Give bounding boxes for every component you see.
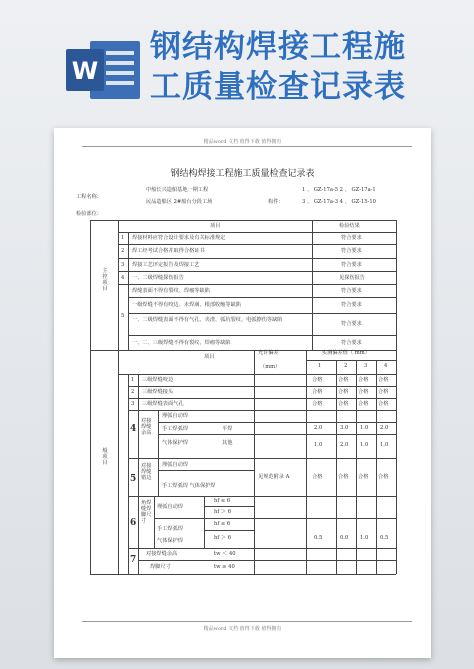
cell: 合格: [358, 401, 369, 407]
main-row-text: 焊工经考试合格并取得合格证书: [132, 248, 205, 254]
tolerance-divider: [254, 350, 255, 574]
row6-c2: hf ＞ 6: [214, 509, 232, 515]
main-row-result: 符合要求: [341, 302, 362, 308]
main-group-label: 主控项目: [102, 268, 108, 292]
sub-divider: [204, 496, 205, 548]
general-row-no: 1: [131, 377, 135, 383]
cell: 3.0: [340, 425, 349, 431]
general-row-no: 6: [130, 518, 137, 528]
headline-line-2: 工质量检查记录表: [150, 69, 406, 105]
row6-sub2: 手工焊弧焊: [157, 526, 183, 532]
general-row-no: 7: [130, 555, 137, 565]
main-row-text: 一级焊缝不得有咬边、未焊满、根部收缩等缺陷: [132, 302, 241, 308]
row-line: [128, 297, 396, 298]
cell: 合格: [378, 377, 389, 383]
main-row-text: 焊接工艺评定报告及焊接工艺: [132, 262, 200, 268]
cell: 合格: [358, 377, 369, 383]
main-header-result: 检验结果: [339, 223, 360, 229]
cell: 1.0: [314, 442, 323, 448]
main-header-item: 项目: [210, 223, 221, 229]
main-row-result: 见探伤报告: [339, 275, 365, 281]
cell: 1.0: [360, 535, 369, 541]
col-header: 1: [318, 363, 322, 369]
project-name-value-2: 民品造船区 2#船台分段工场: [146, 199, 213, 205]
cell: 2.0: [314, 425, 323, 431]
headline: [150, 27, 470, 107]
row-line: [158, 422, 396, 423]
row4-sub2a: 手工焊弧焊: [162, 426, 188, 432]
main-row-text: 一、二级焊缝表面不得有气孔、夹渣、弧坑裂纹、电弧擦伤等缺陷: [132, 317, 283, 323]
header-rule: [82, 146, 412, 147]
main-row-result: 符合要求: [341, 340, 362, 346]
row6-c4: hf ＞ 6: [214, 535, 232, 541]
general-row-text: 三级焊缝接头: [142, 389, 174, 395]
row4-label: 对接焊缝余高: [141, 418, 152, 436]
measured-divider: [306, 350, 307, 574]
row-line: [118, 284, 396, 285]
cell: 合格: [312, 474, 323, 480]
general-no-divider: [128, 374, 129, 574]
row-line: [118, 374, 396, 375]
table-border-bottom: [90, 574, 396, 575]
main-row-no: 4: [121, 275, 125, 281]
row7-c2: tw ≥ 40: [214, 564, 235, 570]
cell: 合格: [312, 377, 323, 383]
row7-c1: tw ＜ 40: [214, 551, 236, 557]
table-border-right: [396, 220, 397, 574]
main-row-result: 符合要求: [341, 321, 362, 327]
row5-sub1: 埋弧自动焊: [162, 462, 188, 468]
row-line: [204, 506, 254, 507]
cell: 0.5: [314, 535, 323, 541]
main-no-divider: [128, 232, 129, 350]
cell: 合格: [312, 401, 323, 407]
cell: 2.0: [340, 442, 349, 448]
main-row-result: 符合要求: [341, 262, 362, 268]
component-label: 构件：: [268, 199, 284, 205]
main-row-result: 符合要求: [341, 235, 362, 241]
row5-sub2: 手工焊弧焊 气体保护焊: [162, 483, 216, 489]
col-header: 4: [384, 363, 388, 369]
row7-label1: 对接焊缝余高: [146, 551, 178, 557]
row6-c1: hf ≤ 6: [214, 498, 231, 504]
row-line: [128, 548, 396, 549]
main-row-no: 2: [121, 248, 125, 254]
row6-c3: hf ≤ 6: [214, 521, 231, 527]
general-row-no: 5: [130, 474, 137, 484]
cell: 合格: [338, 474, 349, 480]
general-header-measured: 实测偏差值（ mm）: [322, 350, 370, 356]
cell: 0.5: [380, 535, 389, 541]
footer-rule: [82, 621, 412, 622]
headline-line-1: 钢结构焊接工程施: [150, 29, 406, 65]
col-header: 3: [364, 363, 368, 369]
main-row-result: 符合要求: [341, 288, 362, 294]
project-name-value-1: 中船长兴造船基地一期工程: [146, 187, 209, 193]
group-divider: [118, 220, 119, 574]
main-row-text: 一、二、三级焊缝不得有裂纹、焊瘤等缺陷: [132, 340, 231, 346]
document-title: 钢结构焊接工程施工质量检查记录表: [170, 169, 315, 179]
row4-other: 其他: [222, 440, 233, 446]
drawing-numbers-2: 3 、 GZ-17a-3 4 、 GZ-15-10: [302, 199, 376, 205]
row-line: [138, 560, 396, 561]
cell: 合格: [378, 474, 389, 480]
cell: 合格: [338, 401, 349, 407]
row-line: [128, 335, 396, 336]
row5-label: 对接焊缝错边: [141, 463, 152, 481]
general-row-text: 三级焊缝咬边: [142, 377, 174, 383]
row-line: [128, 398, 396, 399]
word-document-icon: [64, 35, 144, 105]
row-line: [128, 386, 396, 387]
main-row-text: 焊接材料应符合设计要求及有关标准规定: [132, 235, 226, 241]
cell: 合格: [338, 389, 349, 395]
row4-flat: 平焊: [222, 426, 233, 432]
row-line: [128, 313, 396, 314]
main-row-text: 焊缝表面不得有裂纹、焊瘤等缺陷: [132, 288, 210, 294]
cell: 2.0: [380, 425, 389, 431]
main-row-no: 5: [121, 313, 125, 319]
main-row-no: 1: [121, 235, 125, 241]
cell: 合格: [358, 389, 369, 395]
sub-divider: [154, 496, 155, 548]
cell: 0.0: [340, 535, 349, 541]
col-divider: [336, 360, 337, 574]
row-line: [118, 244, 396, 245]
running-header: 精品word 文档 值得下载 值得拥有: [203, 139, 282, 145]
row7-label2: 焊脚尺寸: [150, 564, 171, 570]
svg-text:W: W: [71, 57, 99, 85]
row-line: [128, 410, 396, 411]
cell: 合格: [378, 401, 389, 407]
project-name-label: 工程名称：: [76, 194, 102, 200]
general-row-no: 2: [131, 389, 135, 395]
cell: 合格: [358, 474, 369, 480]
inspection-part-label: 检验部位：: [76, 211, 102, 217]
cell: 1.0: [360, 425, 369, 431]
drawing-numbers-1: 1 、 GZ-17a-5 2 、 GZ-17a-1: [302, 187, 376, 193]
row6-sub1: 埋弧自动焊: [157, 504, 183, 510]
row-line: [128, 458, 396, 459]
row5-tolerance: 见规范附录 A: [258, 474, 290, 480]
row-line: [306, 360, 396, 361]
document-page: [54, 128, 431, 658]
general-header-item: 项目: [204, 354, 215, 360]
row-line: [204, 530, 254, 531]
row-line: [118, 232, 396, 233]
col-divider: [356, 360, 357, 574]
main-result-divider: [312, 220, 313, 350]
general-no-divider-2: [138, 374, 139, 574]
sub-divider: [158, 458, 159, 496]
row-line: [128, 496, 396, 497]
table-border-left: [90, 220, 91, 574]
general-header-mm: （mm）: [260, 364, 281, 370]
row-line: [154, 518, 396, 519]
cell: 1.0: [360, 442, 369, 448]
table-border-top: [90, 220, 396, 221]
row-line: [118, 271, 396, 272]
cell: 合格: [378, 389, 389, 395]
row6-label: 角焊缝焊脚尺寸: [141, 500, 152, 524]
cell: 合格: [312, 389, 323, 395]
row4-sub1: 埋弧自动焊: [162, 413, 188, 419]
cell: 1.0: [380, 442, 389, 448]
general-row-no: 3: [131, 401, 135, 407]
cell: 合格: [338, 377, 349, 383]
running-footer: 精品word 文档 值得下载 值得拥有: [203, 626, 282, 632]
general-row-text: 三级焊缝表面气孔: [142, 401, 184, 407]
col-divider: [376, 360, 377, 574]
general-group-label: 般项目: [102, 448, 108, 466]
row-line: [306, 434, 396, 435]
main-row-no: 3: [121, 262, 125, 268]
row6-sub3: 气体保护焊: [157, 538, 183, 544]
main-row-text: 一、二级焊缝探伤报告: [132, 275, 184, 281]
general-row-no: 4: [130, 424, 137, 434]
col-header: 2: [344, 363, 348, 369]
row4-sub2b: 气体保护焊: [162, 440, 188, 446]
general-header-tolerance: 允许偏差: [258, 350, 279, 356]
row-line: [118, 258, 396, 259]
row-line: [158, 470, 254, 471]
main-row-result: 符合要求: [341, 248, 362, 254]
